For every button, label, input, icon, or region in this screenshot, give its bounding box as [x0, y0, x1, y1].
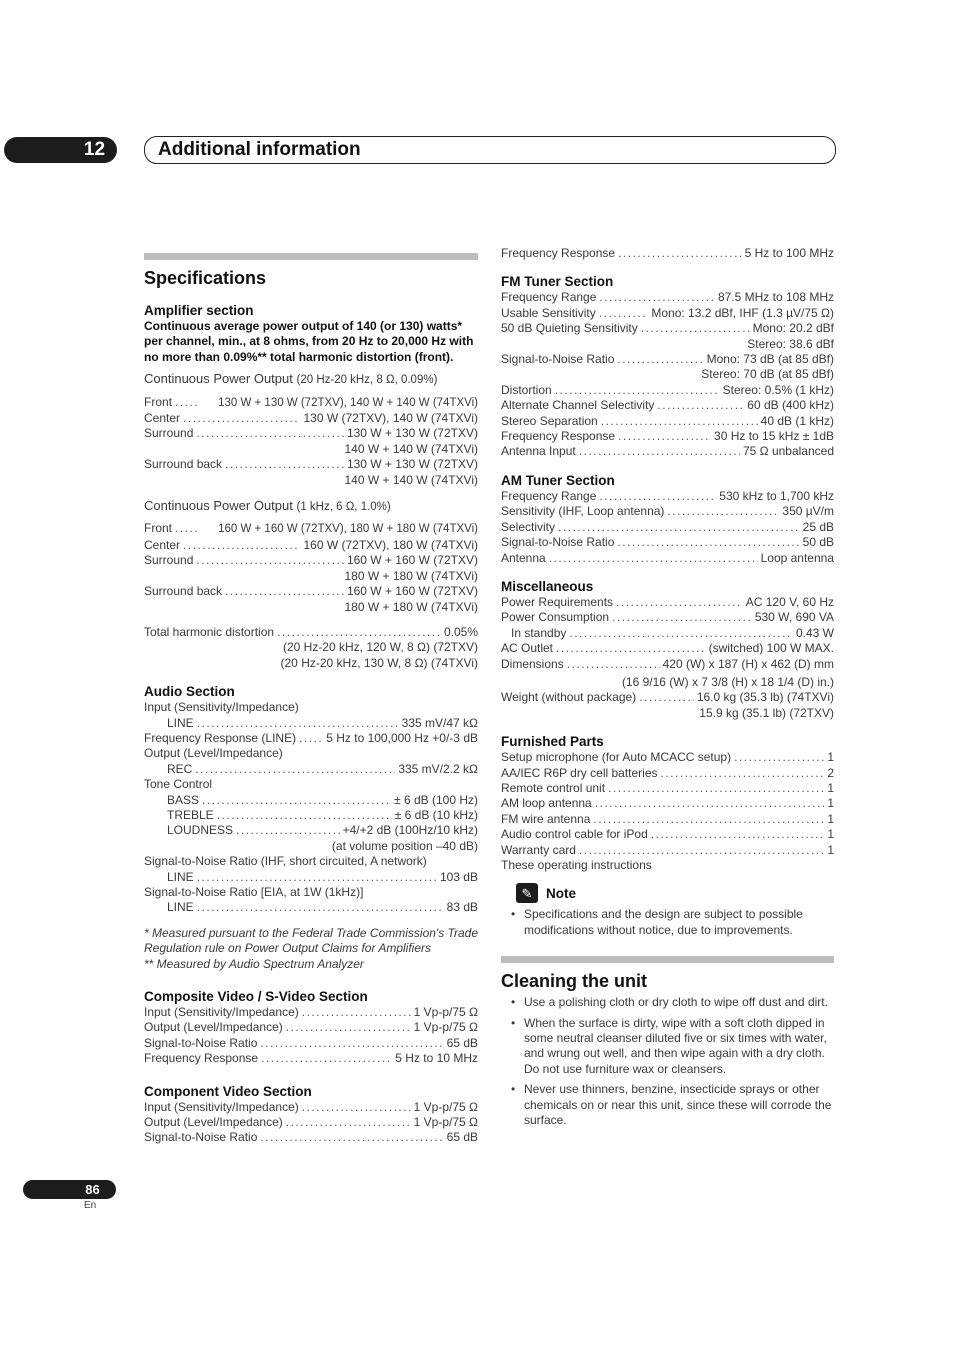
- spec-row-continued: 180 W + 180 W (74TXVi): [344, 599, 478, 614]
- spec-row: LINE ..... 83 dB: [144, 900, 478, 915]
- spec-row: Antenna Input ..... 75 Ω unbalanced: [501, 444, 834, 459]
- dimensions-inches: (16 9/16 (W) x 7 3/8 (H) x 18 1/4 (D) in.): [621, 674, 834, 689]
- cleaning-item: • Never use thinners, benzine, insecticide sprays or other chemicals on or near this unit, since these will corrode the surface.: [501, 1082, 834, 1128]
- pencil-note-icon: ✎: [516, 883, 538, 903]
- spec-row: Dimensions ..... 420 (W) x 187 (H) x 462 (D) mm: [501, 657, 834, 672]
- spec-row: REC ..... 335 mV/2.2 kΩ: [144, 762, 478, 777]
- cpo1-condition: (20 Hz-20 kHz, 8 Ω, 0.09%): [296, 374, 438, 387]
- cleaning-item: • When the surface is dirty, wipe with a soft cloth dipped in some neutral cleanser diluted five or six times with water, and wrung out well, and then wipe again with a dry cloth. Do not use furniture wax or cleansers.: [501, 1016, 834, 1078]
- spec-row: Signal-to-Noise Ratio ..... Mono: 73 dB (at 85 dBf): [501, 352, 834, 367]
- spec-row: Center ..... 130 W (72TXV), 140 W (74TXVi): [144, 411, 478, 426]
- cleaning-title: Cleaning the unit: [501, 971, 647, 992]
- spec-row: Surround back ..... 160 W + 160 W (72TXV): [144, 584, 478, 599]
- spec-row: Front ..... 160 W + 160 W (72TXV), 180 W + 180 W (74TXVi): [144, 521, 478, 537]
- note-label: Note: [546, 885, 576, 901]
- spec-row: Antenna ..... Loop antenna: [501, 551, 834, 566]
- note-header: [501, 883, 834, 903]
- furnished-heading: Furnished Parts: [501, 734, 604, 750]
- note-item: • Specifications and the design are subject to possible modifications without notice, due to improvements.: [501, 907, 834, 938]
- spec-row: Frequency Response ..... 5 Hz to 10 MHz: [144, 1051, 478, 1066]
- audio-output-label: Output (Level/Impedance): [144, 746, 283, 761]
- spec-row: Sensitivity (IHF, Loop antenna) ..... 350 µV/m: [501, 504, 834, 519]
- spec-row: Power Requirements ..... AC 120 V, 60 Hz: [501, 595, 834, 610]
- spec-row: Remote control unit ..... 1: [501, 781, 834, 796]
- spec-row: Setup microphone (for Auto MCACC setup) ..... 1: [501, 750, 834, 765]
- spec-row: AM loop antenna ..... 1: [501, 796, 834, 811]
- specifications-title: Specifications: [144, 268, 267, 288]
- composite-heading: Composite Video / S-Video Section: [144, 989, 368, 1005]
- spec-row: Surround ..... 130 W + 130 W (72TXV): [144, 426, 478, 441]
- spec-row: LINE ..... 103 dB: [144, 870, 478, 885]
- amplifier-intro: Continuous average power output of 140 (or 130) watts* per channel, min., at 8 ohms, from 20 Hz to 20,000 Hz with no more than 0.09%** total harmonic distortion (front).: [144, 319, 474, 364]
- spec-row-continued: Stereo: 70 dB (at 85 dBf): [701, 367, 834, 382]
- spec-row: AC Outlet ..... (switched) 100 W MAX.: [501, 641, 834, 656]
- cpo1-label: Continuous Power Output: [144, 371, 293, 387]
- spec-row: Frequency Response ..... 5 Hz to 100 MHz: [501, 246, 834, 261]
- spec-row-continued: 140 W + 140 W (74TXVi): [344, 472, 478, 487]
- cpo2-condition: (1 kHz, 6 Ω, 1.0%): [296, 501, 391, 514]
- audio-heading: Audio Section: [144, 684, 235, 700]
- cpo2-rows: [144, 521, 478, 614]
- fm-heading: FM Tuner Section: [501, 274, 614, 290]
- chapter-title: Additional information: [158, 139, 361, 160]
- section-divider: [144, 253, 478, 260]
- misc-heading: Miscellaneous: [501, 578, 594, 594]
- cleaning-item: • Use a polishing cloth or dry cloth to wipe off dust and dirt.: [501, 995, 834, 1010]
- spec-row: Alternate Channel Selectivity ..... 60 dB (400 kHz): [501, 398, 834, 413]
- spec-row: Signal-to-Noise Ratio ..... 50 dB: [501, 535, 834, 550]
- spec-row: Selectivity ..... 25 dB: [501, 520, 834, 535]
- cpo2-line: [144, 498, 478, 515]
- spec-row: FM wire antenna ..... 1: [501, 812, 834, 827]
- spec-row: In standby ..... 0.43 W: [501, 626, 834, 641]
- spec-row: LINE ..... 335 mV/47 kΩ: [144, 716, 478, 731]
- amplifier-heading: Amplifier section: [144, 303, 254, 318]
- spec-row: Output (Level/Impedance) ..... 1 Vp-p/75 Ω: [144, 1020, 478, 1035]
- spec-row: BASS ..... ± 6 dB (100 Hz): [144, 793, 478, 808]
- spec-row-continued: 180 W + 180 W (74TXVi): [344, 568, 478, 583]
- spec-row: Input (Sensitivity/Impedance) ..... 1 Vp-p/75 Ω: [144, 1005, 478, 1020]
- am-heading: AM Tuner Section: [501, 472, 615, 488]
- spec-row: Surround ..... 160 W + 160 W (72TXV): [144, 553, 478, 568]
- tone-control-label: Tone Control: [144, 777, 213, 792]
- spec-row: Usable Sensitivity ..... Mono: 13.2 dBf, IHF (1.3 µV/75 Ω): [501, 306, 834, 321]
- audio-input-label: Input (Sensitivity/Impedance): [144, 700, 299, 715]
- loudness-note: (at volume position –40 dB): [331, 838, 478, 853]
- snr2-label: Signal-to-Noise Ratio [EIA, at 1W (1kHz)]: [144, 885, 364, 899]
- spec-row: Signal-to-Noise Ratio ..... 65 dB: [144, 1036, 478, 1051]
- specifications-column-right: [501, 246, 834, 1133]
- page-number: 86: [85, 1182, 100, 1197]
- snr1-label: Signal-to-Noise Ratio (IHF, short circuited, A network): [144, 854, 427, 869]
- spec-row: Frequency Response ..... 30 Hz to 15 kHz ± 1dB: [501, 429, 834, 444]
- component-heading: Component Video Section: [144, 1083, 312, 1099]
- spec-row: AA/IEC R6P dry cell batteries ..... 2: [501, 766, 834, 781]
- spec-row: Surround back ..... 130 W + 130 W (72TXV): [144, 457, 478, 472]
- spec-row-continued: 15.9 kg (35.1 lb) (72TXV): [699, 705, 834, 720]
- footnote: ** Measured by Audio Spectrum Analyzer: [144, 956, 364, 971]
- spec-row: TREBLE ..... ± 6 dB (10 kHz): [144, 808, 478, 823]
- spec-row: 50 dB Quieting Sensitivity ..... Mono: 20.2 dBf: [501, 321, 834, 336]
- cpo1-line: [144, 371, 478, 388]
- thd-note: (20 Hz-20 kHz, 120 W, 8 Ω) (72TXV): [282, 640, 478, 655]
- section-divider: [501, 956, 834, 963]
- footnote: * Measured pursuant to the Federal Trade Commission's Trade Regulation rule on Power Output Claims for Amplifiers: [144, 925, 478, 956]
- page-language: En: [84, 1200, 97, 1211]
- spec-row: Distortion ..... Stereo: 0.5% (1 kHz): [501, 383, 834, 398]
- spec-row: Signal-to-Noise Ratio ..... 65 dB: [144, 1130, 478, 1145]
- cpo2-label: Continuous Power Output: [144, 498, 293, 514]
- cleaning-list: [501, 995, 834, 1128]
- spec-row: Warranty card ..... 1: [501, 843, 834, 858]
- cpo1-rows: [144, 395, 478, 488]
- note-list: [501, 907, 834, 938]
- spec-row-continued: Stereo: 38.6 dBf: [747, 336, 834, 351]
- spec-row: Power Consumption ..... 530 W, 690 VA: [501, 610, 834, 625]
- spec-row: Frequency Response (LINE) ..... 5 Hz to 100,000 Hz +0/-3 dB: [144, 731, 478, 746]
- spec-row: Front ..... 130 W + 130 W (72TXV), 140 W + 140 W (74TXVi): [144, 395, 478, 411]
- thd-note: (20 Hz-20 kHz, 130 W, 8 Ω) (74TXVi): [280, 655, 478, 670]
- spec-row: Input (Sensitivity/Impedance) ..... 1 Vp-p/75 Ω: [144, 1100, 478, 1115]
- spec-row: Output (Level/Impedance) ..... 1 Vp-p/75 Ω: [144, 1115, 478, 1130]
- specifications-column: [144, 253, 478, 1146]
- spec-row: Center ..... 160 W (72TXV), 180 W (74TXVi): [144, 538, 478, 553]
- spec-row: LOUDNESS ..... +4/+2 dB (100Hz/10 kHz): [144, 823, 478, 838]
- spec-row: Frequency Range ..... 87.5 MHz to 108 MHz: [501, 290, 834, 305]
- spec-row: Audio control cable for iPod ..... 1: [501, 827, 834, 842]
- furnished-last: These operating instructions: [501, 858, 652, 872]
- chapter-number: 12: [83, 139, 106, 160]
- thd-row: Total harmonic distortion ..... 0.05%: [144, 625, 478, 640]
- spec-row: Stereo Separation ..... 40 dB (1 kHz): [501, 414, 834, 429]
- spec-row: Weight (without package) ..... 16.0 kg (35.3 lb) (74TXVi): [501, 690, 834, 705]
- spec-row: Frequency Range ..... 530 kHz to 1,700 kHz: [501, 489, 834, 504]
- spec-row-continued: 140 W + 140 W (74TXVi): [344, 441, 478, 456]
